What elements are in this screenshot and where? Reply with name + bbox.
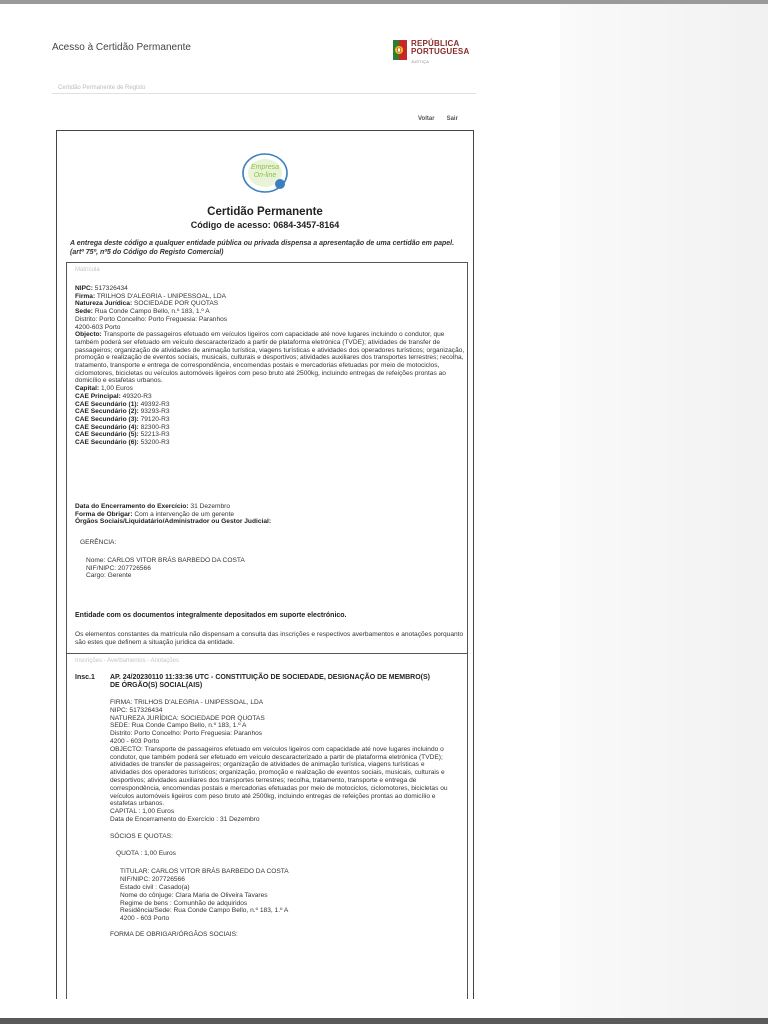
cae-row: CAE Secundário (2): 93293-R3 (75, 408, 170, 416)
inscription-closing: Data de Encerramento do Exercício : 31 Dezembro (110, 815, 260, 823)
electronic-notice: Entidade com os documentos integralmente depositados em suporte electrónico. (75, 612, 347, 619)
field-row (75, 308, 465, 316)
object-text: Transporte de passageiros efetuado em veículos ligeiros com capacidade até nove lugares incluindo o condutor, que também poderá ser efetuado em veículo descaracterizado a partir de plataforma eletrónica (TVDE); atividades de transfer de passageiros; organização de atividades de animação turística, viagens turísticas e atividades dos operadores turísticos; organização, promoção e realização de eventos sociais, musicais, culturais e desportivos; atividades auxiliares dos transportes terrestres; recolha, tratamento, transporte e entrega de correspondência, encomendas postais e mercadorias efetuadas por meio de motociclos, ciclomotores, bicicletas ou veículos automóveis ligeiros com peso bruto até 2500kg, incluindo entregas de refeições prontas ao domicílio e estafetas urbanos. (75, 331, 465, 385)
inscription-line: NIPC: 517326434 (110, 706, 163, 714)
field-value: TRILHOS D'ALEGRIA - UNIPESSOAL, LDA (96, 292, 227, 300)
field-value: 517326434 (94, 285, 128, 292)
district-line: Distrito: Porto Concelho: Porto Freguesia: Paranhos (75, 315, 228, 323)
brand-line1: Empresa (250, 164, 280, 171)
brand-line2: On-line (253, 172, 277, 179)
government-logo (393, 40, 469, 66)
coat-of-arms-icon (393, 40, 407, 60)
field-row (75, 285, 465, 293)
field-label: Natureza Jurídica: (75, 300, 133, 308)
breadcrumb: Certidão Permanente de Registo (58, 85, 146, 91)
field-label: Sede: (75, 308, 93, 316)
gov-name-line2: PORTUGUESA (411, 47, 470, 56)
legal-notice: A entrega deste código a qualquer entidade pública ou privada dispensa a apresentação de uma certidão em papel.(artº 75º, nº5 do Código do Registo Comercial) (70, 240, 455, 256)
field-value: SOCIEDADE POR QUOTAS (134, 300, 219, 308)
holder-line: NIF/NIPC: 207726566 (120, 876, 185, 884)
holder-line: 4200 - 603 Porto (120, 915, 170, 923)
cae-row: CAE Secundário (4): 82300-R3 (75, 423, 170, 431)
field-label: Firma: (75, 292, 96, 300)
inscription-title: AP. 24/20230110 11:33:36 UTC - CONSTITUIÇÃO DE SOCIEDADE, DESIGNAÇÃO DE MEMBRO(S) DE ÓRGÃO(S) SOCIAL(AIS) (110, 674, 431, 689)
cae-row: Capital: 1,00 Euros (75, 385, 133, 393)
closing-row: Data do Encerramento do Exercício: 31 Dezembro (75, 503, 231, 510)
empresa-online-logo (240, 150, 290, 196)
header-divider (52, 93, 476, 94)
nav-links (418, 116, 458, 122)
page-bottom-edge (0, 1018, 768, 1024)
inscricoes-label: Inscrições - Averbamentos - Anotações (75, 658, 179, 664)
field-label: NIPC: (75, 285, 93, 292)
cae-row: CAE Secundário (1): 49392-R3 (75, 400, 170, 408)
inscription-body (110, 699, 450, 939)
field-row (75, 293, 465, 301)
cae-row: CAE Principal: 49320-R3 (75, 392, 152, 400)
inscription-line: NATUREZA JURÍDICA: SOCIEDADE POR QUOTAS (110, 714, 265, 722)
back-link[interactable]: Voltar (418, 116, 435, 122)
holder-line: Estado civil : Casado(a) (120, 883, 190, 891)
gov-ministry: JUSTIÇA (411, 59, 430, 64)
inscription-object: OBJECTO: Transporte de passageiros efetuado em veículos ligeiros com capacidade até nove lugares incluindo o condutor, que também poderá ser efetuado em veículo descaracterizado a partir de plataforma eletrónica (TVDE); atividades de transfer de passageiros; organização de atividades de animação turística, viagens turísticas e atividades dos operadores turísticos; organização, promoção e realização de eventos sociais, musicais, culturais e desportivos; atividades auxiliares dos transportes terrestres; recolha, tratamento, transporte e entrega de correspondência, encomendas postais e mercadorias efetuadas por meio de motociclos, ciclomotores, bicicletas ou veículos automóveis ligeiros com peso bruto até 2500kg, incluindo entregas de refeições prontas ao domicílio e estafetas urbanos. (110, 745, 448, 808)
inscription-line: FIRMA: TRILHOS D'ALEGRIA - UNIPESSOAL, LDA (110, 699, 264, 706)
binding-organs-title: FORMA DE OBRIGAR/ÓRGÃOS SOCIAIS: (110, 930, 238, 938)
holder-line: Nome do cônjuge: Clara Maria de Oliveira Tavares (120, 891, 268, 899)
object-label: Objecto: (75, 331, 102, 339)
cae-row: CAE Secundário (6): 53200-R3 (75, 439, 170, 447)
partners-title: SÓCIOS E QUOTAS: (110, 832, 173, 840)
certificate-title: Certidão Permanente (207, 206, 323, 218)
cae-row: CAE Secundário (5): 52213-R3 (75, 431, 170, 439)
object-paragraph (75, 331, 465, 385)
page-top-edge (0, 0, 768, 4)
gov-name-line1: REPÚBLICA (411, 39, 460, 48)
disclaimer: Os elementos constantes da matrícula não dispensam a consulta das inscrições e respectivos averbamentos e anotações porquanto são estes que definem a situação jurídica da entidade. (75, 631, 464, 646)
inscription-line: 4200 - 603 Porto (110, 737, 160, 745)
holder-line: Regime de bens : Comunhão de adquiridos (120, 899, 248, 907)
inscription-capital: CAPITAL : 1,00 Euros (110, 808, 175, 816)
holder-line: Residência/Sede: Rua Conde Campo Bello, n.º 183, 1.º A (120, 907, 289, 915)
matricula-fields (75, 285, 465, 447)
manager-details (86, 557, 476, 580)
management-title: GERÊNCIA: (80, 539, 117, 546)
inscription-line: Distrito: Porto Concelho: Porto Freguesia: Paranhos (110, 730, 263, 738)
inscription-number: Insc.1 (75, 674, 95, 681)
organs-heading: Órgãos Sociais/Liquidatário/Administrador ou Gestor Judicial: (75, 518, 272, 526)
holder-block (120, 868, 450, 923)
manager-name: Nome: CARLOS VITOR BRÁS BARBEDO DA COSTA (86, 557, 245, 564)
access-code: Código de acesso: 0684-3457-8164 (190, 220, 340, 230)
quota-line: QUOTA : 1,00 Euros (116, 849, 176, 857)
fiscal-info (75, 503, 465, 526)
exit-link[interactable]: Sair (446, 116, 458, 122)
cae-row: CAE Secundário (3): 79120-R3 (75, 415, 170, 423)
field-row (75, 300, 465, 308)
matricula-label: Matrícula (75, 267, 100, 273)
field-value: Rua Conde Campo Bello, n.º 183, 1.º A (94, 308, 210, 316)
binding-row: Forma de Obrigar: Com a intervenção de um gerente (75, 510, 235, 518)
manager-role: Cargo: Gerente (86, 572, 132, 580)
page-background-shade (560, 0, 768, 1024)
manager-nif: NIF/NIPC: 207726566 (86, 564, 151, 572)
holder-line: TITULAR: CARLOS VITOR BRÁS BARBEDO DA COSTA (120, 868, 289, 876)
inscription-line: SEDE: Rua Conde Campo Bello, n.º 183, 1.º A (110, 722, 247, 730)
postal-code: 4200-603 Porto (75, 323, 121, 331)
site-title: Acesso à Certidão Permanente (52, 42, 191, 53)
